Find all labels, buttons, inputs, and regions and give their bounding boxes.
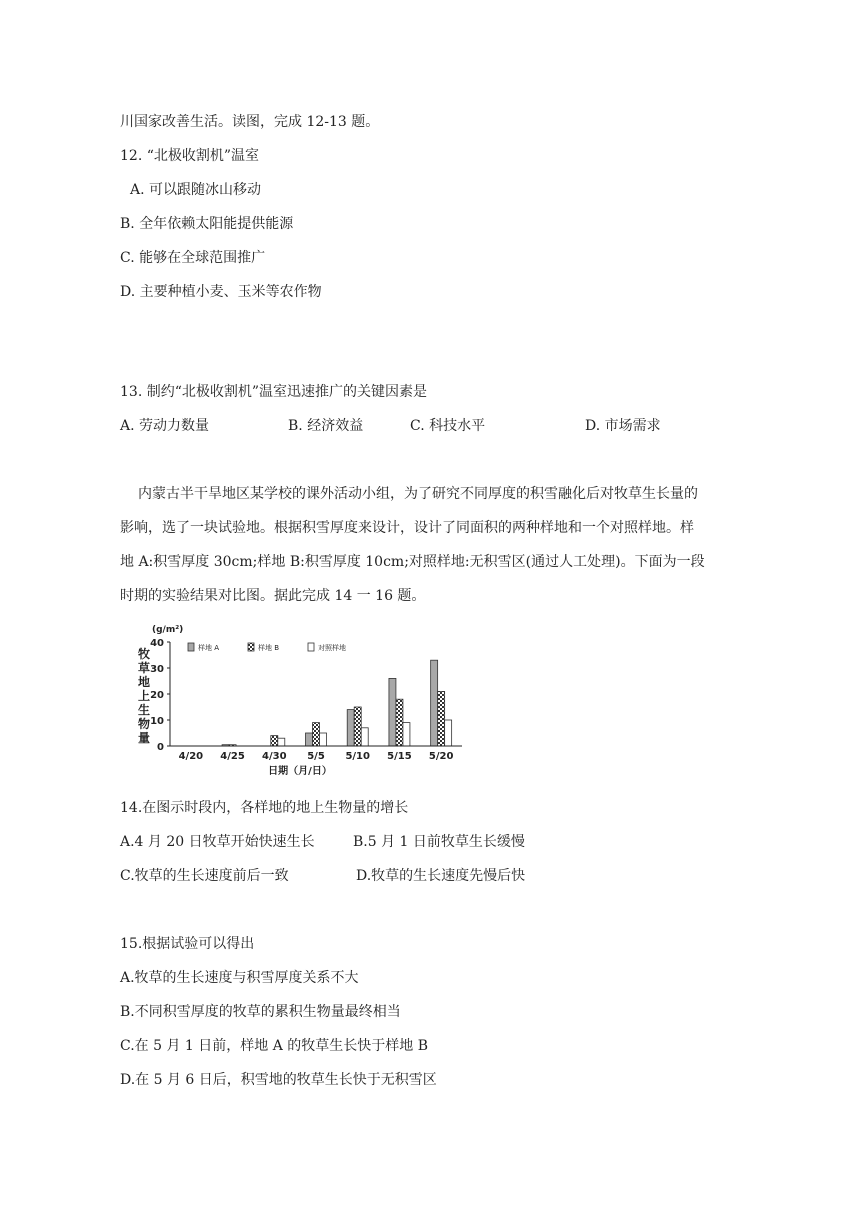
question-13-option-c: C. 科技水平 <box>410 418 486 434</box>
chart-bar <box>438 691 445 746</box>
chart-legend-swatch <box>188 643 194 651</box>
passage-line-1: 内蒙古半干旱地区某学校的课外活动小组，为了研究不同厚度的积雪融化后对牧草生长量的 <box>138 486 698 502</box>
chart-legend-item <box>188 643 219 652</box>
chart-legend-item <box>248 643 279 652</box>
chart-legend-label: 对照样地 <box>318 644 346 652</box>
chart-legend <box>188 643 346 652</box>
chart-legend-swatch <box>248 643 254 651</box>
chart-bar <box>445 720 452 746</box>
chart-y-tick-label: 10 <box>150 716 164 727</box>
question-12-option-d: D. 主要种植小麦、玉米等农作物 <box>120 284 322 300</box>
chart-bar <box>271 736 278 746</box>
passage-line-3: 地 A:积雪厚度 30cm;样地 B:积雪厚度 10cm;对照样地:无积雪区(通过人工处理)。下面为一段 <box>120 554 705 570</box>
chart-legend-label: 样地 B <box>258 644 280 652</box>
chart-legend-label: 样地 A <box>198 644 220 652</box>
question-13-option-a: A. 劳动力数量 <box>120 418 210 434</box>
chart-bar <box>354 707 361 746</box>
question-13-stem: 13. 制约“北极收割机”温室迅速推广的关键因素是 <box>120 384 428 400</box>
chart-legend-swatch <box>308 643 314 651</box>
intro-line: 川国家改善生活。读图，完成 12-13 题。 <box>120 114 380 130</box>
chart-y-tick-label: 20 <box>150 690 164 701</box>
chart-x-tick-label: 5/5 <box>307 751 325 762</box>
chart-bar <box>320 733 327 746</box>
chart-bar <box>389 678 396 746</box>
chart-x-axis-label: 日期（月/日） <box>268 766 332 777</box>
question-15-option-b: B.不同积雪厚度的牧草的累积生物量最终相当 <box>120 1004 401 1020</box>
question-13-option-b: B. 经济效益 <box>288 418 364 434</box>
chart-x-tick-label: 5/10 <box>345 751 370 762</box>
chart-legend-item <box>308 643 346 652</box>
chart-unit-label: (g/m²) <box>152 625 184 635</box>
question-15-stem: 15.根据试验可以得出 <box>120 936 255 952</box>
question-12-option-c: C. 能够在全球范围推广 <box>120 250 266 266</box>
chart-bar <box>431 660 438 746</box>
chart-bar <box>306 733 313 746</box>
chart-x-tick-label: 4/25 <box>220 751 245 762</box>
question-15-option-a: A.牧草的生长速度与积雪厚度关系不大 <box>120 970 359 986</box>
chart-y-tick-label: 30 <box>150 664 164 675</box>
chart-x-tick-label: 5/20 <box>428 751 454 762</box>
question-14-stem: 14.在图示时段内，各样地的地上生物量的增长 <box>120 800 409 816</box>
question-12-stem: 12. “北极收割机”温室 <box>120 148 260 164</box>
question-15-option-c: C.在 5 月 1 日前，样地 A 的牧草生长快于样地 B <box>120 1038 429 1054</box>
chart-y-ticks <box>150 638 170 753</box>
question-14-option-c: C.牧草的生长速度前后一致 <box>120 868 289 884</box>
passage-line-4: 时期的实验结果对比图。据此完成 14 一 16 题。 <box>120 588 426 604</box>
chart-bar <box>278 738 285 746</box>
question-14-option-a: A.4 月 20 日牧草开始快速生长 <box>120 834 315 850</box>
chart-x-ticks <box>179 751 454 762</box>
chart-y-tick-label: 40 <box>150 638 164 649</box>
chart-bar <box>347 710 354 746</box>
question-14-option-b: B.5 月 1 日前牧草生长缓慢 <box>353 834 525 850</box>
question-13-option-d: D. 市场需求 <box>585 418 661 434</box>
question-12-option-a: A. 可以跟随冰山移动 <box>130 182 262 198</box>
chart-bar <box>396 699 403 746</box>
chart-y-axis-label: 牧草地上生物量 <box>137 647 151 745</box>
biomass-bar-chart <box>130 618 480 778</box>
passage-line-2: 影响，选了一块试验地。根据积雪厚度来设计，设计了同面积的两种样地和一个对照样地。样 <box>120 520 694 536</box>
chart-x-tick-label: 5/15 <box>387 751 412 762</box>
question-12-option-b: B. 全年依赖太阳能提供能源 <box>120 216 294 232</box>
chart-bar <box>361 728 368 746</box>
chart-x-tick-label: 4/30 <box>262 751 287 762</box>
question-14-option-d: D.牧草的生长速度先慢后快 <box>356 868 526 884</box>
chart-bar <box>313 723 320 746</box>
chart-y-tick-label: 0 <box>157 742 164 753</box>
chart-bars <box>222 660 452 746</box>
question-15-option-d: D.在 5 月 6 日后，积雪地的牧草生长快于无积雪区 <box>120 1072 437 1088</box>
chart-bar <box>403 723 410 746</box>
chart-x-tick-label: 4/20 <box>178 751 204 762</box>
